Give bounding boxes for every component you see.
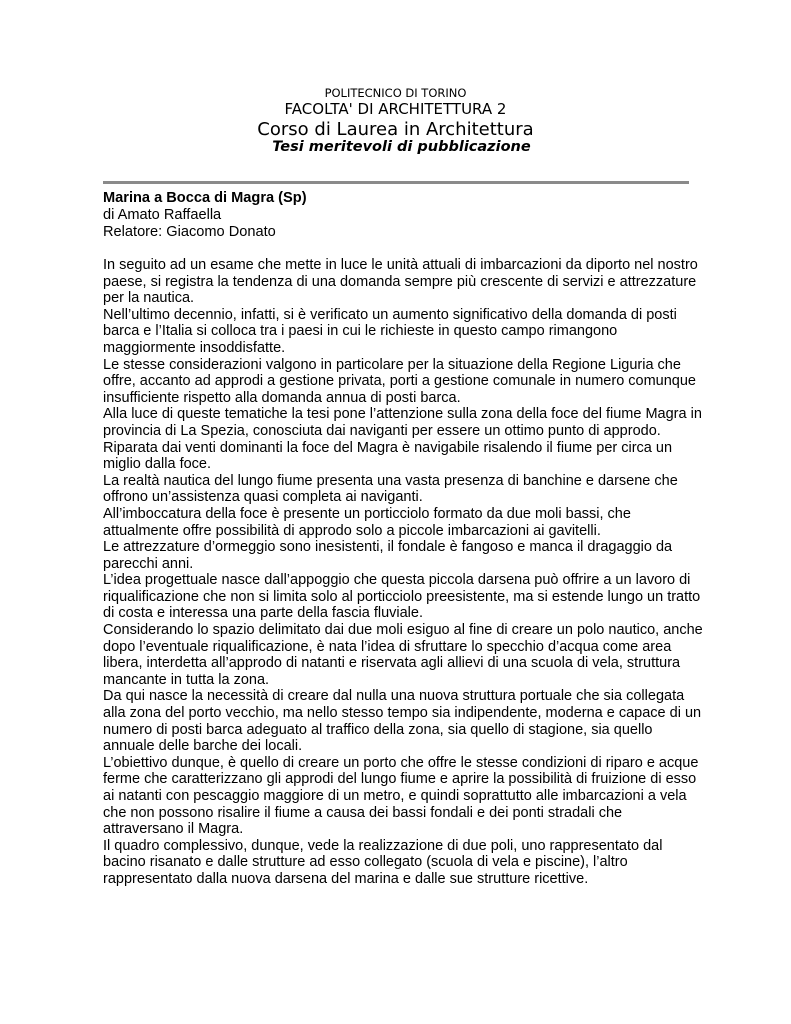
paragraph: La realtà nautica del lungo fiume presenta una vasta presenza di banchine e darsene che offrono un’assistenza quasi completa ai naviganti.: [103, 472, 678, 506]
thesis-author: di Amato Raffaella: [103, 207, 222, 223]
course-name: Corso di Laurea in Architettura: [257, 119, 534, 140]
paragraph: Le attrezzature d’ormeggio sono inesistenti, il fondale è fangoso e manca il dragaggio da parecchi anni.: [103, 539, 673, 572]
thesis-supervisor: Relatore: Giacomo Donato: [103, 224, 276, 240]
paragraph: Nell’ultimo decennio, infatti, si è verificato un aumento significativo della domanda di posti barca e l’Italia si colloca tra i paesi in cui le richieste in questo campo rimangono maggiormente insoddisfatte.: [103, 306, 677, 356]
section-title-text: Tesi meritevoli di pubblicazione: [272, 139, 531, 155]
thesis-title: Marina a Bocca di Magra (Sp): [103, 190, 307, 206]
paragraph: Da qui nasce la necessità di creare dal nulla una nuova struttura portuale che sia collegata alla zona del porto vecchio, ma nello stesso tempo sia indipendente, moderna e capace di un numero di posti barca adeguato al traffico della zona, sia quello di stagione, sia quello annuale delle barche dei locali.: [103, 688, 702, 755]
paragraph: L’obiettivo dunque, è quello di creare un porto che offre le stesse condizioni di riparo e acque ferme che caratterizzano gli approdi del lungo fiume e aprire la possibilità di fruizione di esso ai natanti con pescaggio maggiore di un metro, e quindi soprattutto alle imbarcazioni a vela che non possono risalire il fiume a causa dei bassi fondali e dei ponti stradali che attraversano il Magra.: [103, 754, 699, 838]
paragraph: All’imboccatura della foce è presente un porticciolo formato da due moli bassi, che attualmente offre possibilità di approdo solo a piccole imbarcazioni ai gavitelli.: [103, 505, 631, 539]
faculty-name: FACOLTA' DI ARCHITETTURA 2: [284, 100, 507, 118]
paragraph: Il quadro complessivo, dunque, vede la realizzazione di due poli, uno rappresentato dal bacino risanato e dalle strutture ad esso collegato (scuola di vela e piscine), l’altro rappresentato dalla nuova darsena del marina e dalle sue strutture ricettive.: [103, 837, 663, 887]
section-title: [0, 139, 791, 155]
paragraph: Le stesse considerazioni valgono in particolare per la situazione della Regione Liguria che offre, accanto ad approdi a gestione privata, porti a gestione comunale in numero comunque insufficiente rispetto alla domanda annua di posti barca.: [103, 356, 696, 406]
paragraph: In seguito ad un esame che mette in luce le unità attuali di imbarcazioni da diporto nel nostro paese, si registra la tendenza di una domanda sempre più crescente di servizi e attrezzature per la nautica.: [103, 257, 698, 307]
paragraph: L’idea progettuale nasce dall’appoggio che questa piccola darsena può offrire a un lavoro di riqualificazione che non si limita solo al porticciolo preesistente, ma si estende lungo un tratto di costa e interessa una parte della fascia fluviale.: [103, 572, 701, 622]
paragraph: Alla luce di queste tematiche la tesi pone l’attenzione sulla zona della foce del fiume Magra in provincia di La Spezia, conosciuta dai naviganti per essere un ottimo punto di approdo.: [103, 406, 702, 439]
thesis-abstract: [103, 257, 703, 888]
paragraph: Riparata dai venti dominanti la foce del Magra è navigabile risalendo il fiume per circa un miglio dalla foce.: [103, 439, 673, 473]
horizontal-divider: [103, 181, 689, 184]
university-name: POLITECNICO DI TORINO: [324, 86, 467, 100]
paragraph: Considerando lo spazio delimitato dai due moli esiguo al fine di creare un polo nautico, anche dopo l’eventuale riqualificazione, è nata l’idea di sfruttare lo specchio d’acqua come area libera, interdetta all’approdo di natanti e riservata agli allievi di una scuola di vela, struttura mancante in tutta la zona.: [103, 622, 703, 688]
